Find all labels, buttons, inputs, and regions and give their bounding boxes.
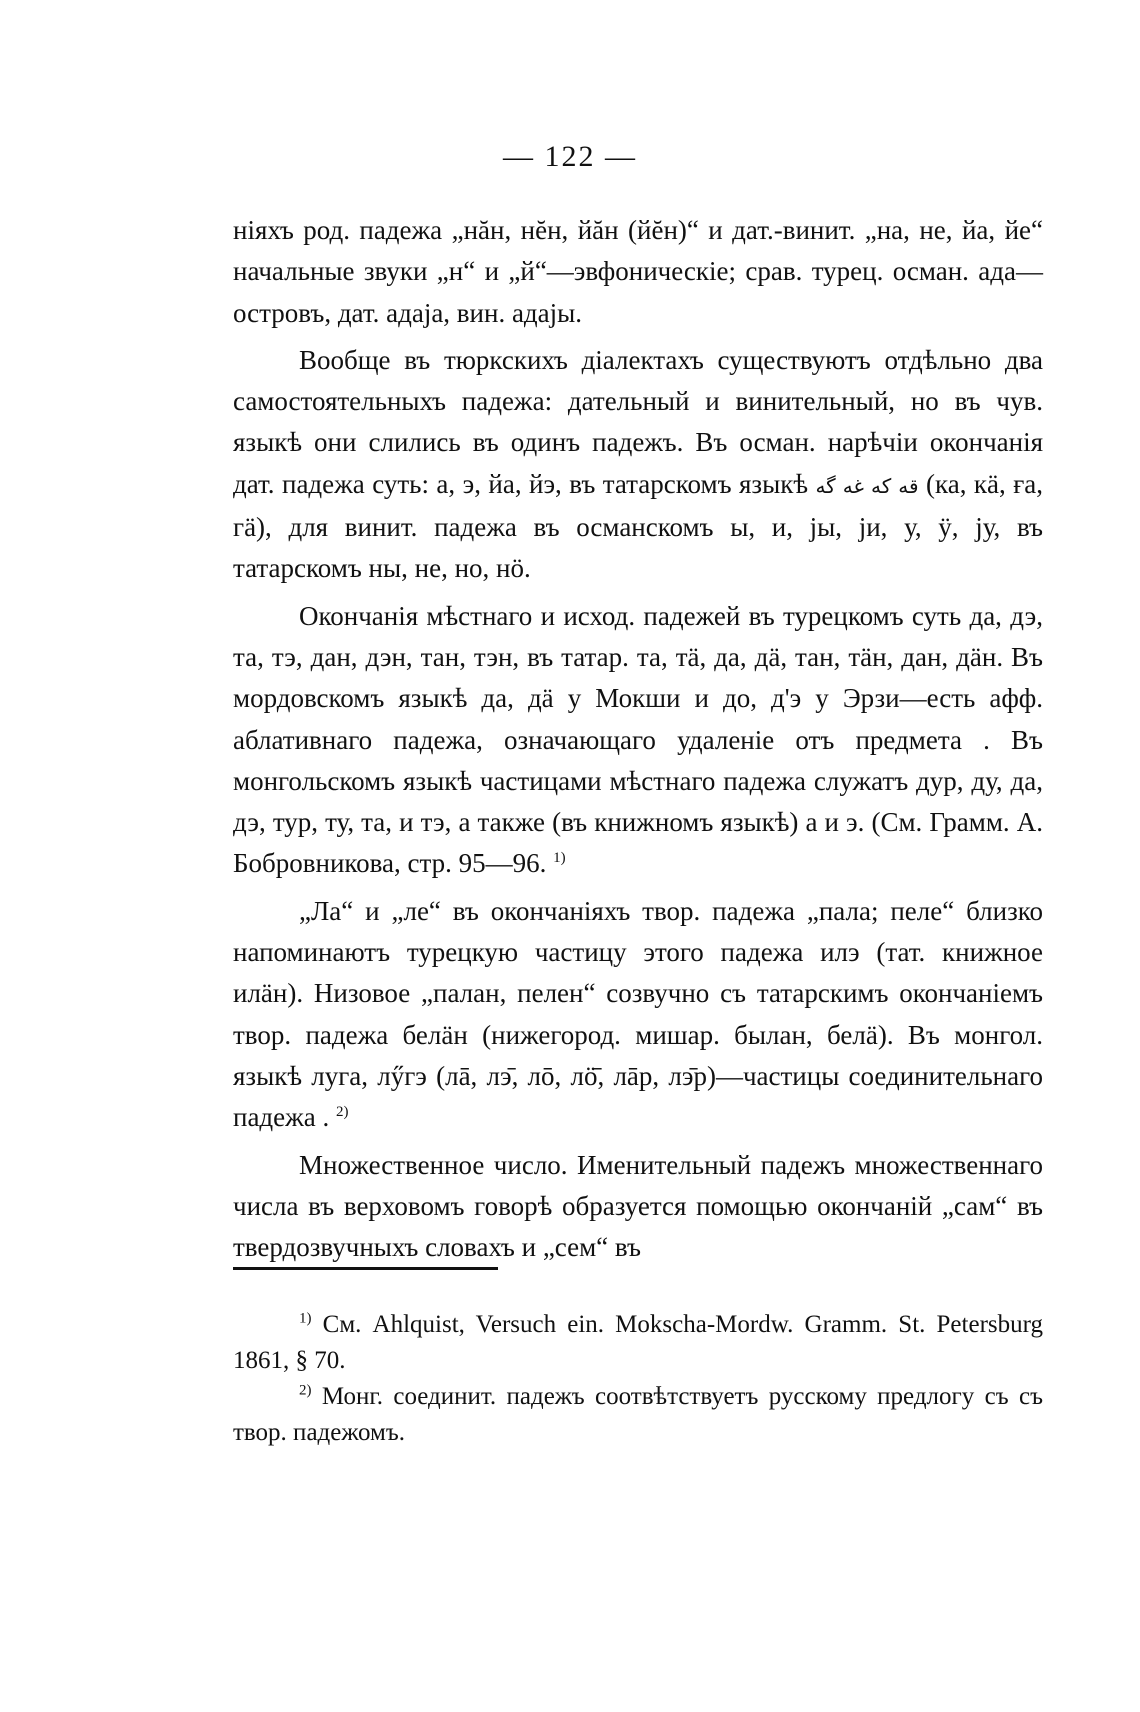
footnotes <box>233 1307 1043 1451</box>
paragraph-5: Множественное число. Именительный падежъ множественнаго числа въ верховомъ говорѣ образуется помощью окончаній „сам“ въ твердозвучныхъ словахъ и „сем“ въ <box>233 1149 1043 1263</box>
paragraph-2-text: Вообще въ тюркскихъ діалектахъ существуютъ отдѣльно два самостоятельныхъ падежа: дательный и винительный, но въ чув. языкѣ они слились въ одинъ падежъ. Въ осман. нарѣчіи окончанія дат. падежа суть: а, э, йа, йэ, въ татарскомъ языкѣ قه كه غه گه (ка, кä, ға, гä), для винит. падежа въ османскомъ ы, и, јы, ји, у, ÿ, ју, въ татарскомъ ны, не, но, нö. <box>233 344 1044 584</box>
footnote-divider <box>233 1267 498 1270</box>
paragraph-3 <box>233 596 1043 885</box>
footnote-1 <box>233 1307 1043 1379</box>
footnote-1-text: См. Ahlquist, Versuch ein. Mokscha-Mordw. Gramm. St. Petersburg 1861, § 70. <box>233 1311 1043 1374</box>
footnote-ref-2: 2) <box>336 1104 349 1121</box>
footnote-ref-1: 1) <box>553 850 566 867</box>
body-text <box>233 210 1043 1274</box>
paragraph-2 <box>233 340 1043 590</box>
arabic-suffixes: قه كه غه گه <box>815 473 919 498</box>
footnote-2-mark: 2) <box>299 1382 312 1399</box>
footnote-2-text: Монг. соединит. падежъ соотвѣтствуетъ русскому предлогу съ съ твор. падежомъ. <box>233 1383 1043 1446</box>
paragraph-3-text: Окончанія мѣстнаго и исход. падежей въ турецкомъ суть да, дэ, та, тэ, дан, дэн, тан, тэн, въ татар. та, тä, да, дä, тан, тäн, дан, дäн. Въ мордовскомъ языкѣ да, дä у Мокши и до, д'э у Эрзи—есть афф. аблативнаго падежа, означающаго удаленіе отъ предмета . Въ монгольскомъ языкѣ частицами мѣстнаго падежа служатъ дур, ду, да, дэ, тур, ту, та, и тэ, а также (въ книжномъ языкѣ) а и э. (См. Грамм. А. Бобровникова, стр. 95—96. <box>233 600 1043 879</box>
paragraph-4 <box>233 891 1043 1139</box>
paragraph-1: ніяхъ род. падежа „нăн, нĕн, йăн (йĕн)“ и дат.-винит. „на, не, йа, йе“ начальные звуки „н“ и „й“—эвфоническіе; срав. турец. осман. ада—островъ, дат. адаја, вин. адајы. <box>233 215 1043 328</box>
footnote-1-mark: 1) <box>299 1310 312 1327</box>
page-number: — 122 — <box>503 140 637 173</box>
footnote-2 <box>233 1379 1043 1451</box>
paragraph-4-text: „Ла“ и „ле“ въ окончаніяхъ твор. падежа „пала; пеле“ близко напоминаютъ турецкую частицу этого падежа илэ (тат. книжное илäн). Низовое „палан, пелен“ созвучно съ татарскимъ окончаніемъ твор. падежа белäн (нижегород. мишар. былан, белä). Въ монгол. языкѣ луга, лӳгэ (лā, лэ̄, лō, лӧ̄, лāр, лэ̄р)—частицы соединительнаго падежа . <box>233 895 1043 1133</box>
